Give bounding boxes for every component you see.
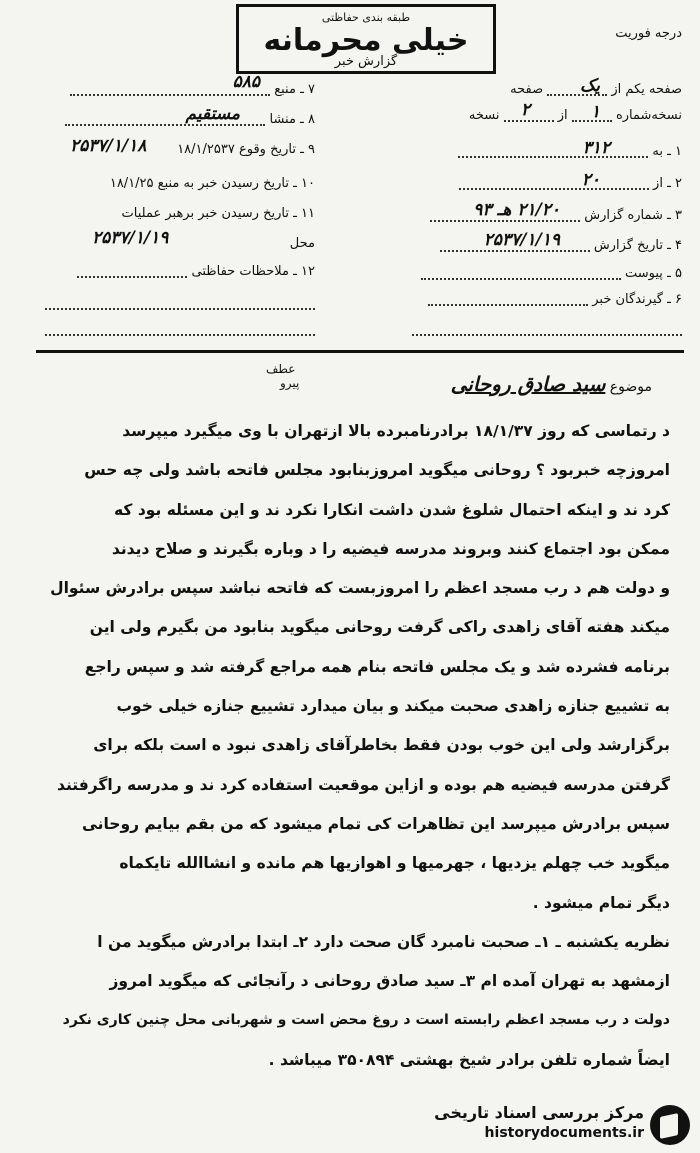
body-line: گرفتن مدرسه فیضیه هم بوده و ازاین موقعیت استفاده کرد ند و مدرسه راگرفتند [56,775,670,794]
occurrence-date-value: ۲۵۳۷/۱/۱۸ [70,136,147,156]
classification-value: خیلی محرمانه [263,23,469,58]
body-line: برنامه فشرده شد و یک مجلس فاتحه بنام همه مراجع گرفته شد و سپس راجع [84,657,670,676]
body-line: برگزارشد ولی این خوب بودن فقط بخاطرآقای زاهدی نبود ه است بلکه برای [93,736,670,755]
copy-total-value: ۲ [520,100,530,120]
body-line: سپس برادرش میپرسد این تظاهرات کی تمام میشود که من بقم بیایم روحانی [81,814,670,833]
from-value: ۲۰ [581,170,600,190]
page-number-value: یک [580,76,600,96]
report-number-value: ۲۱/۲۰ هـ ۹۳ [473,200,560,220]
body-line: میگوید خب چهلم یزدیها ، جهرمیها و اهوازیها هم مانده و انشاالله تایکماه [119,854,670,873]
report-date-value: ۲۵۳۷/۱/۱۹ [483,230,560,250]
security-notes-line-2 [45,296,315,311]
report-body [40,412,670,1080]
recipients-field: ۶ ـ گیرندگان خبر [428,292,682,307]
body-line: ایضاً شماره تلفن برادر شیخ بهشتی ۳۵۰۸۹۴ میباشد . [268,1050,670,1069]
subject-line [451,372,652,396]
body-line: میکند هفته آقای زاهدی راکی گرفت روحانی میگوید بنابود من بگیرم ولی این [89,618,670,637]
body-line: د رتماسی که روز ۱۸/۱/۳۷ برادرنامبرده بالا ازتهران با وی میگیرد میپرسد [122,422,670,440]
report-date-field: ۴ ـ تاریخ گزارش [440,238,682,253]
subject-label: موضوع [609,379,652,395]
body-line: به تشییع جنازه زاهدی صحبت میکند و بیان میدارد تشییع جنازه خیلی خوب [116,697,670,716]
occurrence-date-field: ۹ ـ تاریخ وقوع ۱۸/۱/۲۵۳۷ [177,142,315,157]
archive-url: historydocuments.ir [484,1125,644,1141]
body-line: و دولت هم د رب مسجد اعظم را امروزبست که فاتحه نباشد سپس برادرش سئوال [50,579,670,598]
page-number-field: صفحه یکم از صفحه [510,82,682,97]
security-notes-line-3 [45,322,315,337]
subject-value: سید صادق روحانی [450,372,606,396]
body-line: دولت د رب مسجد اعظم رابسته است د روغ محض است و شهربانی محل چنین کاری نکرد [62,1012,670,1029]
classification-stamp [236,4,496,74]
recipients-continuation [412,322,682,337]
origin-value: مستقیم [185,104,240,124]
archive-title: مرکز بررسی اسناد تاریخی [434,1103,644,1122]
header-divider [36,350,684,353]
form-title: گزارش خبر [334,54,398,69]
arrival-to-leader-field: ۱۱ ـ تاریخ رسیدن خبر برهبر عملیات [121,206,315,221]
body-line: امروزچه خبربود ؟ روحانی میگوید امروزبنابود مجلس فاتحه باشد ولی چه حس [84,461,670,480]
arrival-to-leader-value: ۲۵۳۷/۱/۱۹ [92,228,169,248]
body-line: ازمشهد به تهران آمده ام ۳ـ سید صادق روحانی د رآنجائی که میگوید امروز [109,972,670,991]
origin-field: ۸ ـ منشا [65,112,315,127]
priority-label: درجه فوریت [615,26,682,41]
body-line: دیگر تمام میشود . [532,893,670,912]
reference-label: عطف پیرو [266,362,300,390]
source-value: ۵۸۵ [232,72,260,92]
body-line: نظریه یکشنبه ـ ۱ـ صحبت نامبرد گان صحت دارد ۲ـ ابتدا برادرش میگوید من ا [97,932,670,951]
classification-label: طبقه بندی حفاظتی [321,11,411,24]
copy-number-value: ۱ [590,102,600,122]
arrival-to-source-field: ۱۰ ـ تاریخ رسیدن خبر به منبع ۱۸/۱/۲۵ [109,176,315,191]
attachment-field: ۵ ـ پیوست [421,266,682,281]
security-notes-field: ۱۲ ـ ملاحظات حفاظتی [77,264,315,279]
to-value: ۳۱۲ [582,138,610,158]
body-line: ممکن بود اجتماع کنند وبروند مدرسه فیضیه را د وباره بگیرند و صلاح دیدند [111,539,670,558]
source-field: ۷ ـ منبع [70,82,315,97]
report-number-field: ۳ ـ شماره گزارش [430,208,682,223]
location-field: محل [289,236,315,251]
to-field: ۱ ـ به [458,144,682,159]
archive-logo-icon [650,1105,690,1145]
from-field: ۲ ـ از [459,176,682,191]
copy-number-field: نسخه‌شماره از نسخه [468,108,682,123]
body-line: کرد ند و اینکه احتمال شلوغ شدن داشت انکارا نکرد ند و این مسئله بود که [114,500,670,519]
archive-watermark [390,1101,690,1147]
